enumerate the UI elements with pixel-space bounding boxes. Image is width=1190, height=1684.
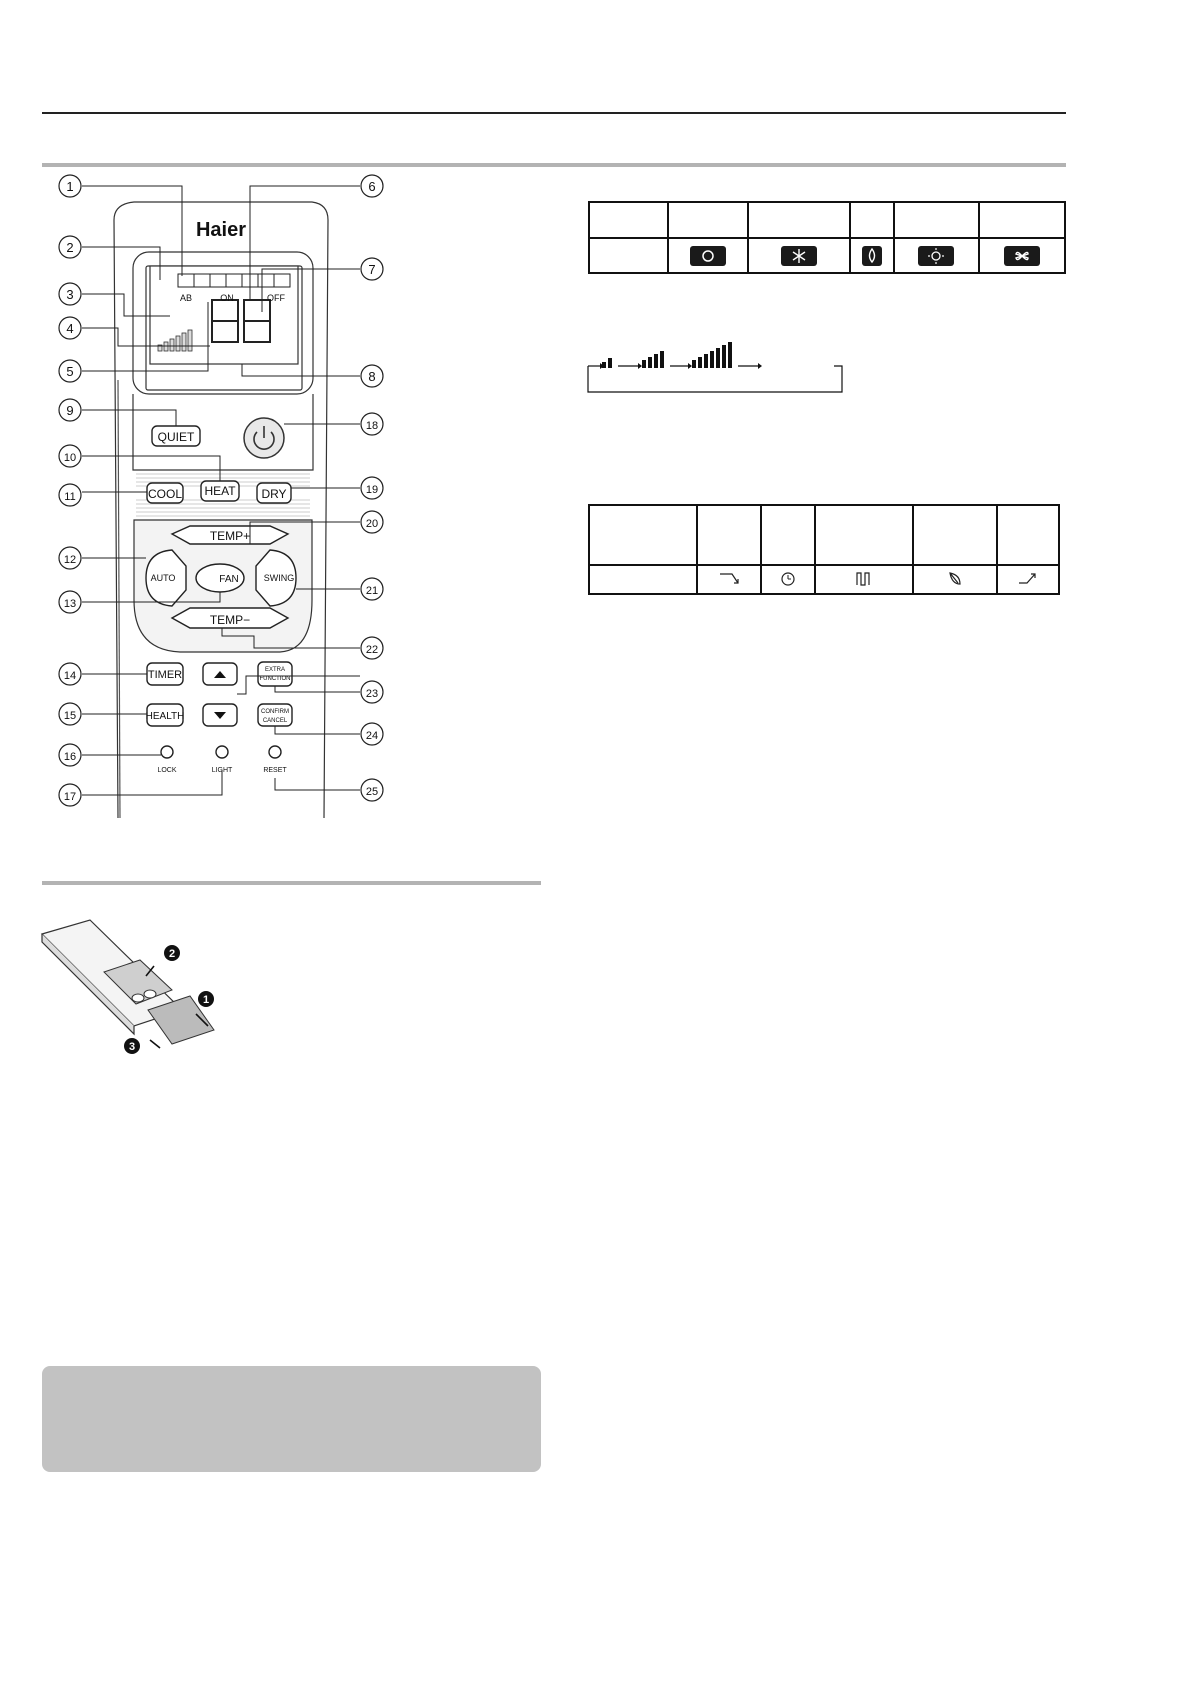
callout-23: 23 [365, 688, 379, 700]
callout-10: 10 [63, 452, 77, 464]
turbo-icon [997, 565, 1059, 594]
health-label: HEALTH [145, 711, 185, 722]
quiet-label: QUIET [157, 430, 195, 444]
dry-label: DRY [261, 487, 287, 501]
dry-drop-icon [862, 246, 882, 266]
function-icon-table [588, 504, 1060, 595]
health-leaf-icon [913, 565, 997, 594]
temp-minus-label: TEMP− [209, 613, 251, 627]
battery-illustration [38, 912, 248, 1060]
callout-13: 13 [63, 598, 77, 610]
callout-9: 9 [66, 403, 74, 418]
heat-label: HEAT [204, 484, 236, 498]
battery-step-3: 3 [128, 1041, 136, 1053]
callout-1: 1 [66, 179, 74, 194]
callout-3: 3 [66, 287, 74, 302]
cool-snowflake-icon [781, 246, 817, 266]
function-label: FUNCTION [259, 676, 291, 682]
timer-label: TIMER [147, 669, 183, 681]
display-ab: AB [179, 293, 193, 303]
swing-label: SWING [263, 573, 295, 583]
extra-function-button[interactable] [258, 662, 292, 686]
light-label: LIGHT [211, 767, 233, 774]
callout-18: 18 [365, 420, 379, 432]
lock-label: LOCK [157, 767, 177, 774]
reset-label: RESET [263, 767, 287, 774]
heater-icon [815, 565, 913, 594]
fan-icon [1004, 246, 1040, 266]
callout-14: 14 [63, 670, 77, 682]
fan-speed-sequence [586, 338, 846, 398]
brand-logo: Haier [195, 219, 247, 241]
heat-sun-icon [918, 246, 954, 266]
note-box [42, 1366, 541, 1472]
light-button[interactable] [216, 746, 228, 758]
callout-25: 25 [365, 786, 379, 798]
mode-icon-table [588, 201, 1066, 274]
section-rule [42, 163, 1066, 167]
callout-22: 22 [365, 644, 379, 656]
callout-4: 4 [66, 321, 74, 336]
callout-15: 15 [63, 710, 77, 722]
callout-6: 6 [368, 179, 376, 194]
callout-21: 21 [365, 585, 379, 597]
reset-button[interactable] [269, 746, 281, 758]
callout-16: 16 [63, 751, 77, 763]
confirm-label: CONFIRM [261, 709, 289, 715]
auto-label: AUTO [150, 573, 176, 583]
battery-step-1: 1 [202, 994, 210, 1006]
display-on: ON [220, 293, 234, 303]
fan-label: FAN [219, 574, 239, 585]
auto-mode-icon [690, 246, 726, 266]
callout-11: 11 [64, 491, 76, 503]
callout-12: 12 [63, 554, 77, 566]
callout-2: 2 [66, 240, 74, 255]
callout-19: 19 [365, 484, 379, 496]
battery-section-rule [42, 881, 541, 885]
cancel-label: CANCEL [262, 718, 288, 724]
extra-label: EXTRA [264, 667, 286, 673]
battery-step-2: 2 [168, 948, 176, 960]
remote-diagram [40, 168, 420, 828]
sleep-icon [697, 565, 761, 594]
callout-8: 8 [368, 369, 376, 384]
callout-20: 20 [365, 518, 379, 530]
callout-5: 5 [66, 364, 74, 379]
display-off: OFF [267, 293, 285, 303]
lock-button[interactable] [161, 746, 173, 758]
cool-label: COOL [147, 487, 183, 501]
callout-24: 24 [365, 730, 379, 742]
callout-17: 17 [63, 791, 77, 803]
temp-plus-label: TEMP+ [209, 529, 251, 543]
callout-7: 7 [368, 262, 376, 277]
top-rule [42, 112, 1066, 114]
timer-clock-icon [761, 565, 815, 594]
